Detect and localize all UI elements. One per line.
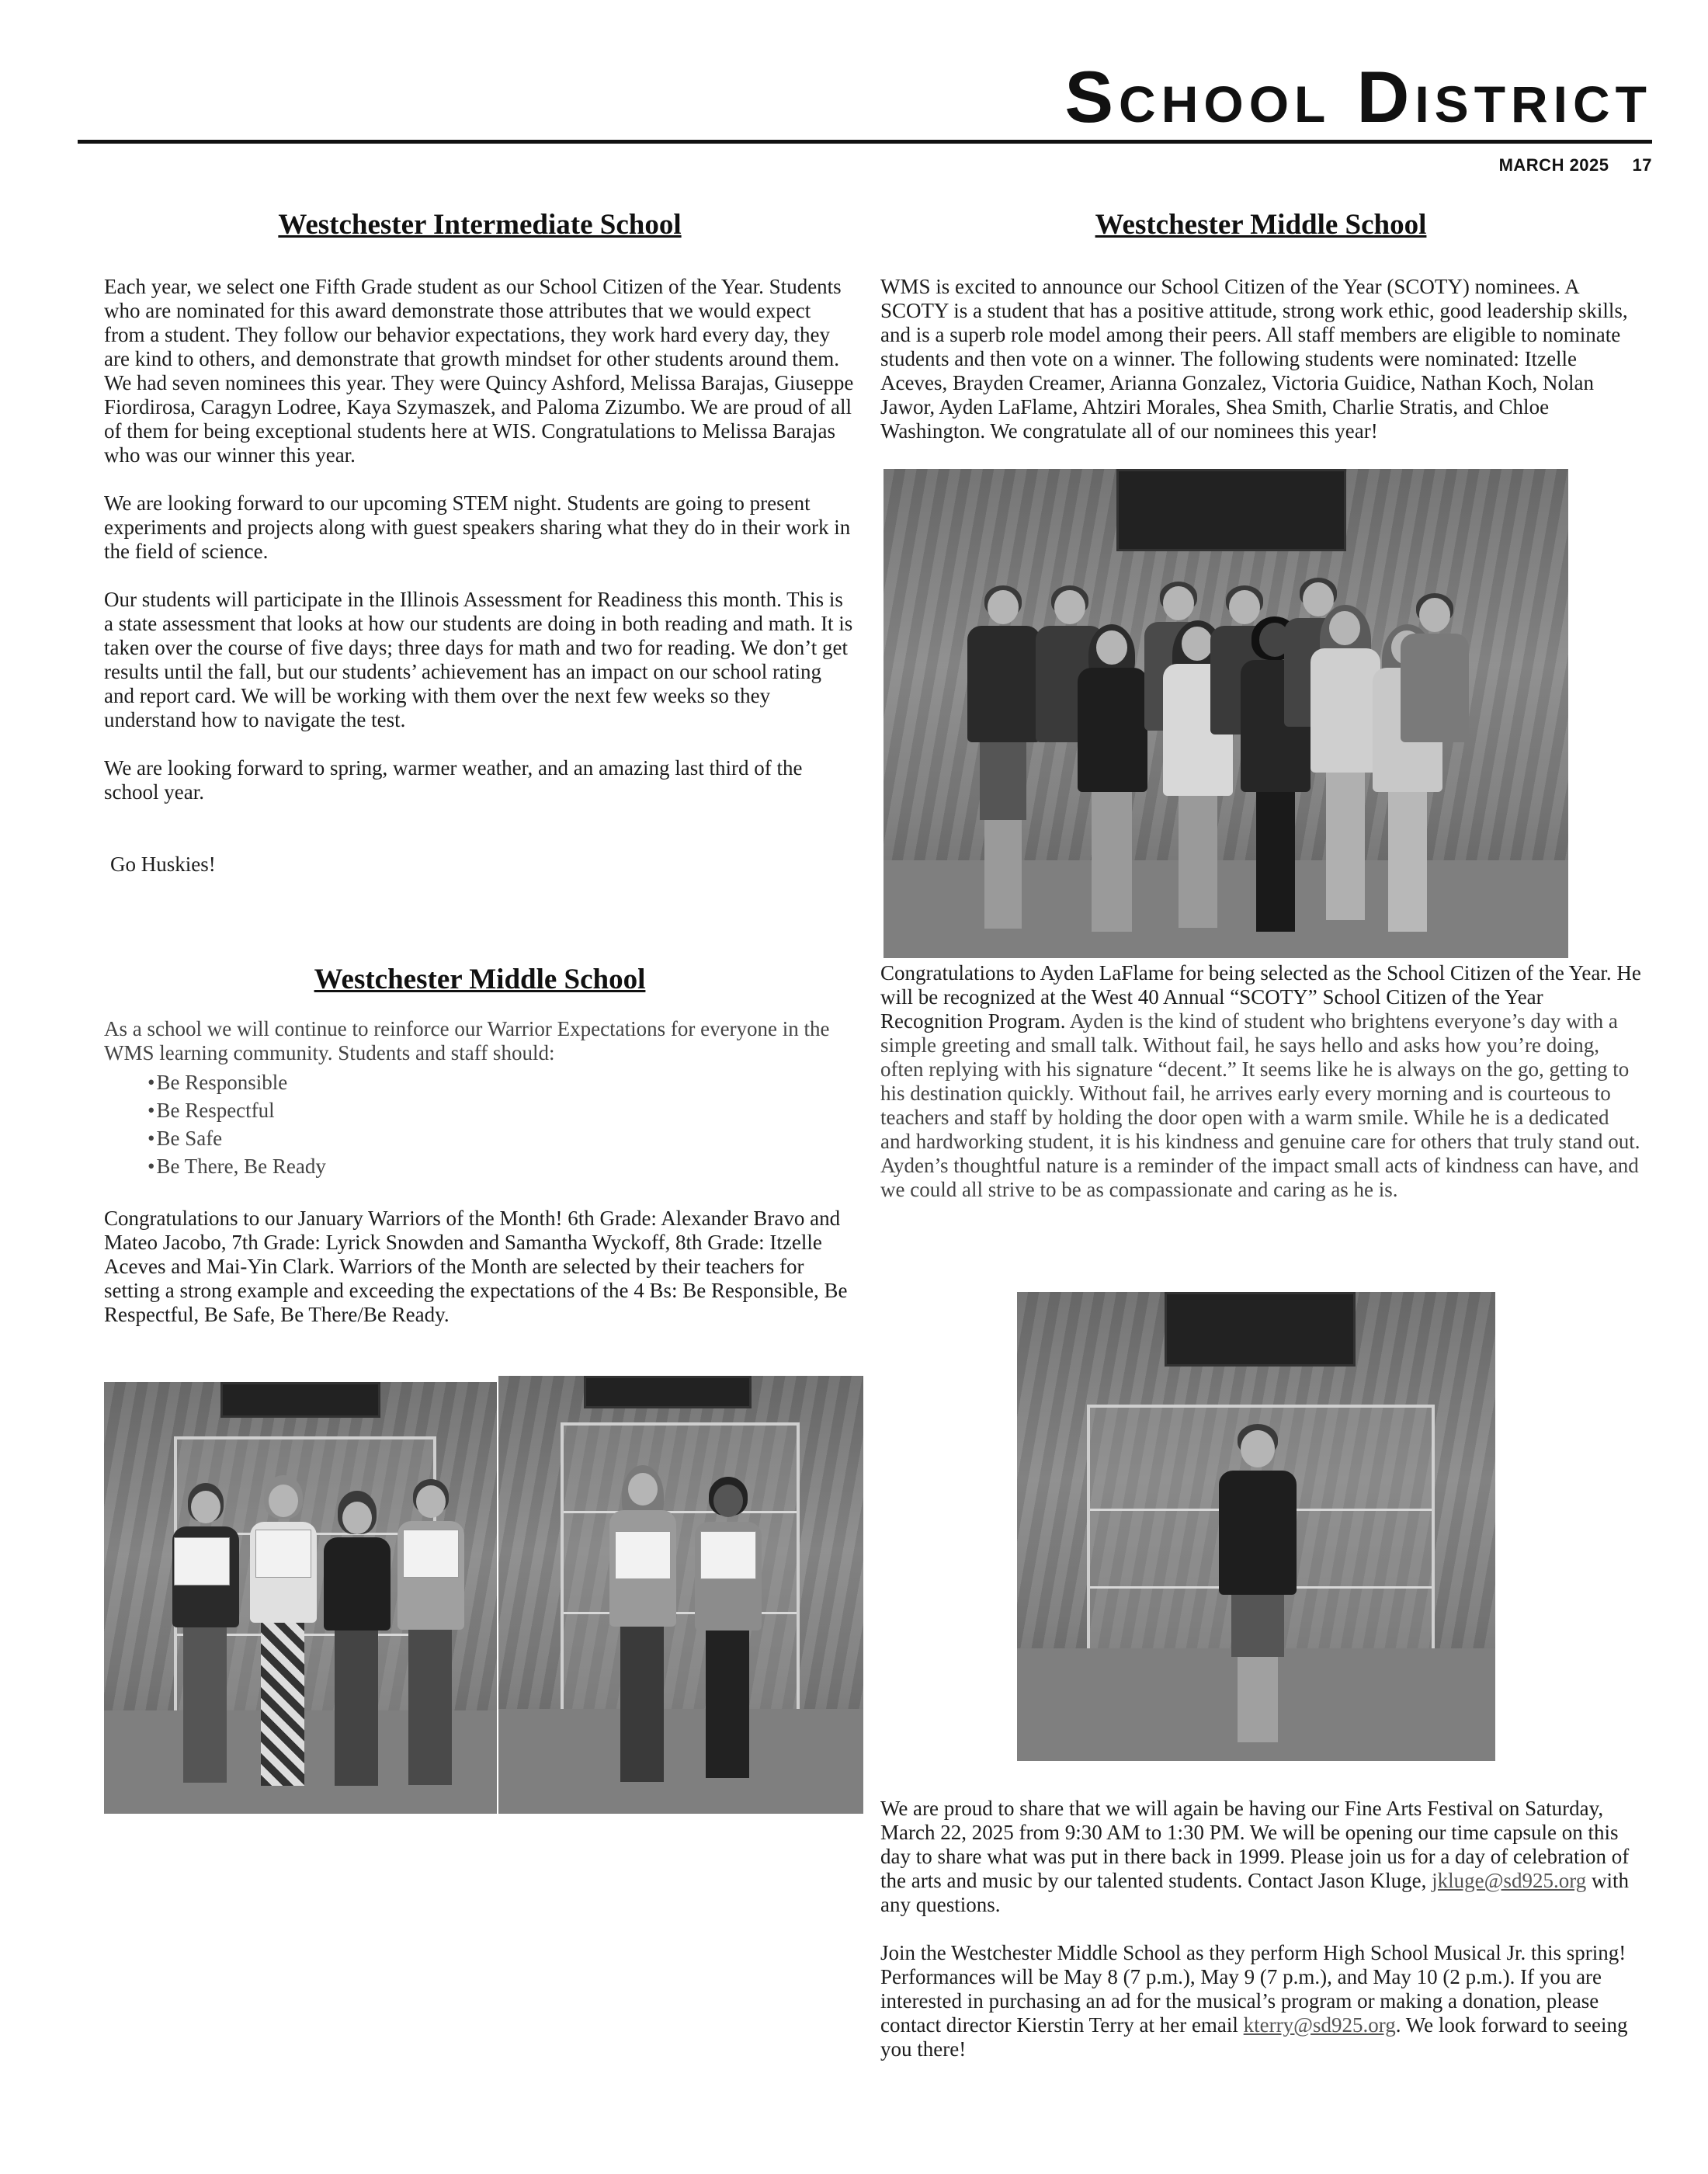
wis-signoff: Go Huskies! [110, 853, 216, 877]
scoty-intro: WMS is excited to announce our School Citizen of the Year (SCOTY) nominees. A SCOTY is a student that has a positive attitude, strong work ethic, good leadership skills, and is a superb role model among their peers. All staff members are eligible to nominate students and then vote on a winner. The following students were nominated: Itzelle Aceves, Brayden Creamer, Arianna Gonzalez, Victoria Guidice, Nathan Koch, Nolan Jawor, Ayden LaFlame, Ahtziri Morales, Shea Smith, Charlie Stratis, and Chloe Washington. We congratulate all of our nominees this year! [880, 275, 1628, 443]
kterry-email-link[interactable]: kterry@sd925.org [1243, 2013, 1396, 2037]
page-number: 17 [1632, 155, 1652, 175]
wms-right-heading: Westchester Middle School [1095, 209, 1427, 241]
fine-arts-tail: with any questions. [880, 1869, 1629, 1916]
wis-paragraph-4: We are looking forward to spring, warmer weather, and an amazing last third of the school year. [104, 756, 803, 804]
expectation-item: • Be Safe [148, 1124, 856, 1152]
wms-scoty-article [880, 208, 1641, 443]
scoty-nominees-photo [884, 469, 1568, 958]
warriors-of-month: Congratulations to our January Warriors of the Month! 6th Grade: Alexander Bravo and Mateo Jacobo, 7th Grade: Lyrick Snowden and Samantha Wyckoff, 8th Grade: Itzelle Aceves and Mai-Yin Clark. Warriors of the Month are selected by their teachers for setting a strong example and exceeding the expectations of the 4 Bs: Be Responsible, Be Respectful, Be Safe, Be There/Be Ready. [104, 1207, 848, 1327]
wms-expectations-article [104, 963, 856, 1327]
wms-left-heading: Westchester Middle School [314, 964, 646, 995]
wis-paragraph-3: Our students will participate in the Illinois Assessment for Readiness this month. This is a state assessment that looks at how our students are doing in both reading and math. It is taken over the course of five days; three days for math and two for reading. We don’t get results until the fall, but our students’ achievement has an impact on our school rating and report card. We will be working with them over the next few weeks so they understand how to navigate the test. [104, 588, 853, 732]
wis-article [104, 208, 856, 877]
issue-date: MARCH 2025 [1498, 155, 1609, 175]
masthead-title: School District [1064, 56, 1652, 137]
musical-tail: . We look forward to seeing you there! [880, 2013, 1628, 2061]
wis-paragraph-2: We are looking forward to our upcoming STEM night. Students are going to present experiments and projects along with guest speakers sharing what they do in their work in the field of science. [104, 491, 851, 564]
wms-expectations-intro: As a school we will continue to reinforce our Warrior Expectations for everyone in the WMS learning community. Students and staff should: [104, 1017, 830, 1065]
masthead-divider [78, 140, 1652, 144]
scoty-winner-body: Ayden is the kind of student who brightens everyone’s day with a simple greeting and small talk. Without fail, he says hello and asks how you’re doing, often replying with his signature “decent.” It seems like he is always on the go, getting to his destination quickly. Without fail, he arrives early every morning and is courteous to teachers and staff by holding the door open with a warm smile. While he is a dedicated and hardworking student, it is his kindness and genuine care for others that truly stand out. Ayden’s thoughtful nature is a reminder of the impact small acts of kindness can have, and we could all strive to be as compassionate and caring as he is. [880, 1009, 1640, 1201]
fine-arts-body: We are proud to share that we will again be having our Fine Arts Festival on Saturday, March 22, 2025 from 9:30 AM to 1:30 PM. We will be opening our time capsule on this day to share what was put in there back in 1999. Please join us for a day of celebration of the arts and music by our talented students. Contact Jason Kluge, [880, 1797, 1630, 1892]
musical-body: Join the Westchester Middle School as they perform High School Musical Jr. this spring! Performances will be May 8 (7 p.m.), May 9 (7 p.m.), and May 10 (2 p.m.). If you are interested in purchasing an ad for the musical’s program or making a donation, please contact director Kierstin Terry at her email [880, 1941, 1626, 2037]
scoty-winner-photo [1017, 1292, 1495, 1761]
scoty-winner-lead: Congratulations to Ayden LaFlame for being selected as the School Citizen of the Year. He will be recognized at the West 40 Annual “SCOTY” School Citizen of the Year Recognition Program. [880, 961, 1641, 1033]
warriors-photo-1 [104, 1382, 497, 1814]
musical-text [880, 1941, 1641, 2061]
issue-line [1499, 155, 1652, 175]
expectation-item: • Be Respectful [148, 1096, 856, 1124]
expectations-list [104, 1068, 856, 1180]
expectation-item: • Be Responsible [148, 1068, 856, 1096]
expectation-item: • Be There, Be Ready [148, 1152, 856, 1180]
wis-paragraph-1: Each year, we select one Fifth Grade student as our School Citizen of the Year. Students who are nominated for this award demonstrate those attributes that we would expect from a student. They follow our behavior expectations, they work hard every day, they are kind to others, and demonstrate that growth mindset for other students around them. We had seven nominees this year. They were Quincy Ashford, Melissa Barajas, Giuseppe Fiordirosa, Caragyn Lodree, Kaya Szymaszek, and Paloma Zizumbo. We are proud of all of them for being exceptional students here at WIS. Congratulations to Melissa Barajas who was our winner this year. [104, 275, 854, 467]
scoty-winner-article [880, 961, 1641, 1202]
wis-heading: Westchester Intermediate School [278, 209, 682, 241]
scoty-winner-text [880, 961, 1641, 1202]
jkluge-email-link[interactable]: jkluge@sd925.org [1432, 1869, 1587, 1892]
warriors-photo-2 [498, 1376, 863, 1814]
fine-arts-text [880, 1797, 1641, 1917]
fine-arts-article [880, 1797, 1641, 2061]
